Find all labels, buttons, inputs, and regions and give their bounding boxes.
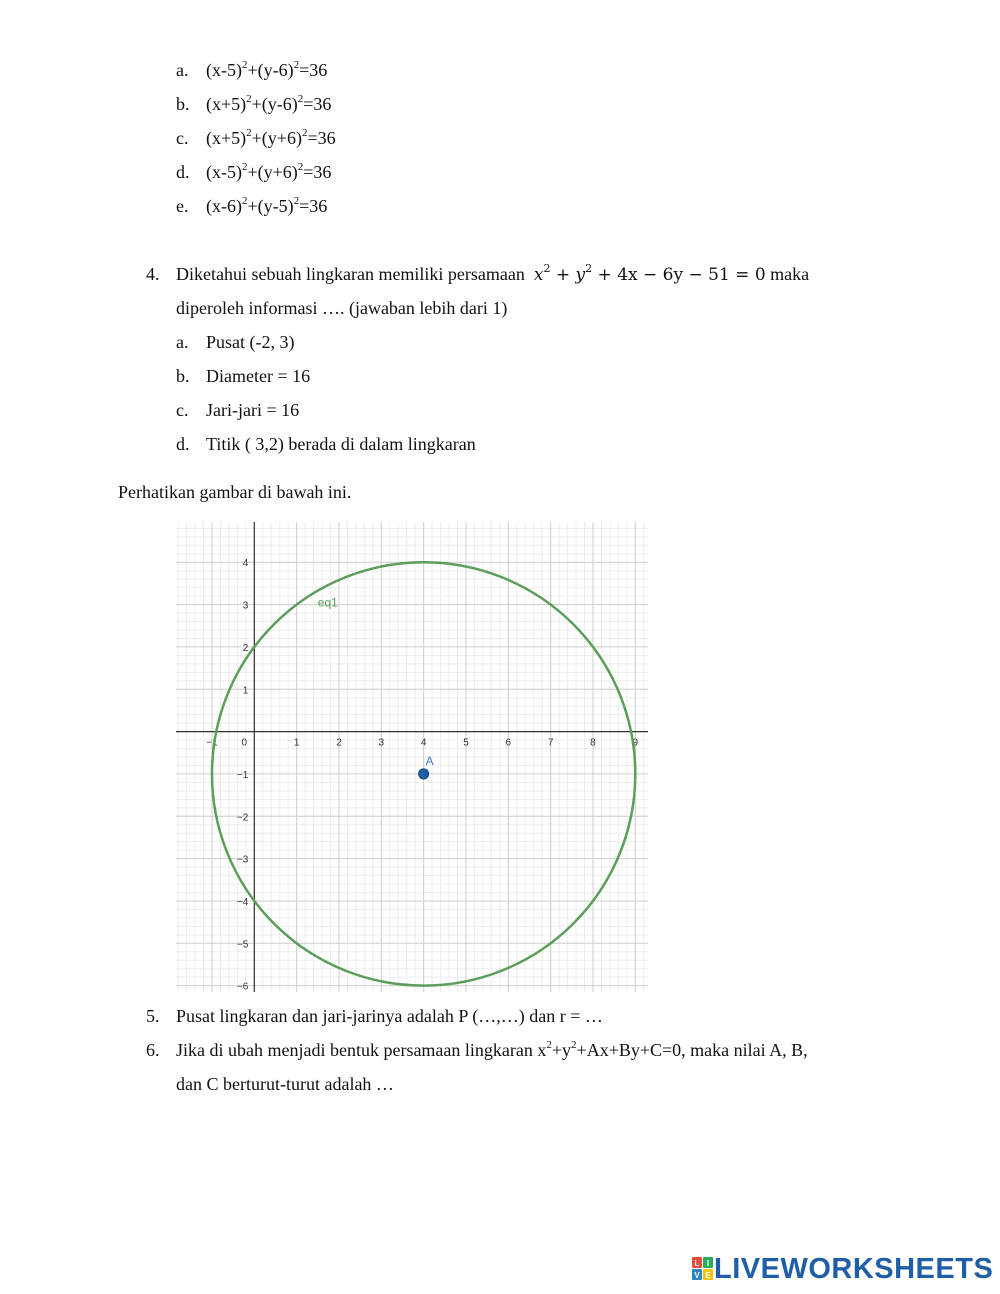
x-tick-label: 0 [241, 737, 248, 749]
x-tick-label: 4 [420, 737, 427, 749]
q4-stem-line2: diperoleh informasi …. (jawaban lebih dari 1) [176, 298, 508, 318]
y-tick-label: 2 [242, 642, 249, 654]
y-tick-label: −6 [236, 981, 249, 992]
q4-option-c [176, 398, 300, 422]
q3-option-d [176, 160, 332, 184]
q4-stem [176, 262, 809, 287]
x-tick-label: 8 [590, 737, 596, 749]
x-tick-label: 7 [547, 737, 554, 749]
q4-option-b [176, 364, 311, 388]
x-tick-label: 2 [336, 737, 342, 749]
option-letter: e. [176, 196, 189, 216]
y-tick-label: −1 [236, 769, 249, 781]
q6-number: 6. [146, 1040, 160, 1060]
x-tick-label: 1 [293, 737, 300, 749]
option-letter: c. [176, 128, 189, 148]
option-text: $(x+5)^2+(y-6)^2=36$ [206, 93, 332, 114]
point-a [419, 769, 429, 779]
q6-text: Jika di ubah menjadi bentuk persamaan lingkaran $x^2+y^2+Ax+By+C=0$, maka nilai A, B, [176, 1039, 808, 1060]
option-text: Diameter = 16 [206, 366, 311, 386]
q4-text-after: maka [770, 264, 810, 284]
q5-text: Pusat lingkaran dan jari-jarinya adalah P (…,…) dan r = … [176, 1006, 603, 1026]
svg-text:I: I [706, 1259, 710, 1268]
liveworksheets-logo-icon [692, 1257, 714, 1281]
q6-text-line2: dan C berturut-turut adalah … [176, 1074, 394, 1094]
option-letter: d. [176, 162, 190, 182]
y-tick-label: −5 [236, 939, 249, 951]
option-text: $(x-5)^2+(y+6)^2=36$ [206, 161, 332, 182]
instruction-text: Perhatikan gambar di bawah ini. [118, 482, 352, 502]
liveworksheets-logo [692, 1252, 993, 1286]
x-tick-label: 5 [463, 737, 469, 749]
option-text: Jari-jari = 16 [206, 400, 300, 420]
q3-option-b [176, 92, 332, 116]
q4-number: 4. [146, 264, 160, 284]
option-text: Pusat (-2, 3) [206, 332, 295, 352]
y-tick-label: −4 [236, 896, 249, 908]
circle-label: eq1 [317, 595, 338, 610]
svg-text:V: V [694, 1271, 700, 1280]
option-text: Titik ( 3,2) berada di dalam lingkaran [206, 434, 476, 454]
option-letter: a. [176, 332, 189, 352]
x-tick-label: 6 [505, 737, 512, 749]
y-tick-label: −3 [236, 854, 249, 866]
q4-option-d [176, 432, 476, 456]
y-tick-label: 3 [242, 600, 249, 612]
y-tick-label: 1 [242, 685, 249, 697]
option-letter: d. [176, 434, 190, 454]
y-tick-label: −2 [236, 812, 249, 824]
option-letter: b. [176, 366, 190, 386]
circle-graph [176, 522, 648, 992]
q4-text-before: Diketahui sebuah lingkaran memiliki persamaan [176, 264, 525, 284]
y-tick-label: 4 [242, 558, 249, 570]
q3-option-a [176, 58, 328, 82]
grid-minor [176, 522, 648, 992]
point-a-label: A [425, 753, 434, 768]
option-letter: a. [176, 60, 189, 80]
q4-equation: $x^2 + y^2 + 4x - 6y - 51 = 0$ [533, 262, 766, 285]
q3-option-e [176, 194, 328, 218]
option-text: $(x-6)^2+(y-5)^2=36$ [206, 195, 328, 216]
liveworksheets-wordmark: LIVEWORKSHEETS [714, 1252, 994, 1285]
x-tick-label: 9 [632, 737, 639, 749]
option-letter: c. [176, 400, 189, 420]
option-letter: b. [176, 94, 190, 114]
svg-text:E: E [705, 1271, 711, 1280]
svg-text:L: L [694, 1259, 700, 1268]
x-tick-label: 3 [378, 737, 385, 749]
option-text: $(x-5)^2+(y-6)^2=36$ [206, 59, 328, 80]
q4-option-a [176, 330, 295, 354]
q5-number: 5. [146, 1006, 160, 1026]
q3-option-c [176, 126, 336, 150]
x-tick-label: −1 [206, 737, 218, 749]
option-text: $(x+5)^2+(y+6)^2=36$ [206, 127, 336, 148]
